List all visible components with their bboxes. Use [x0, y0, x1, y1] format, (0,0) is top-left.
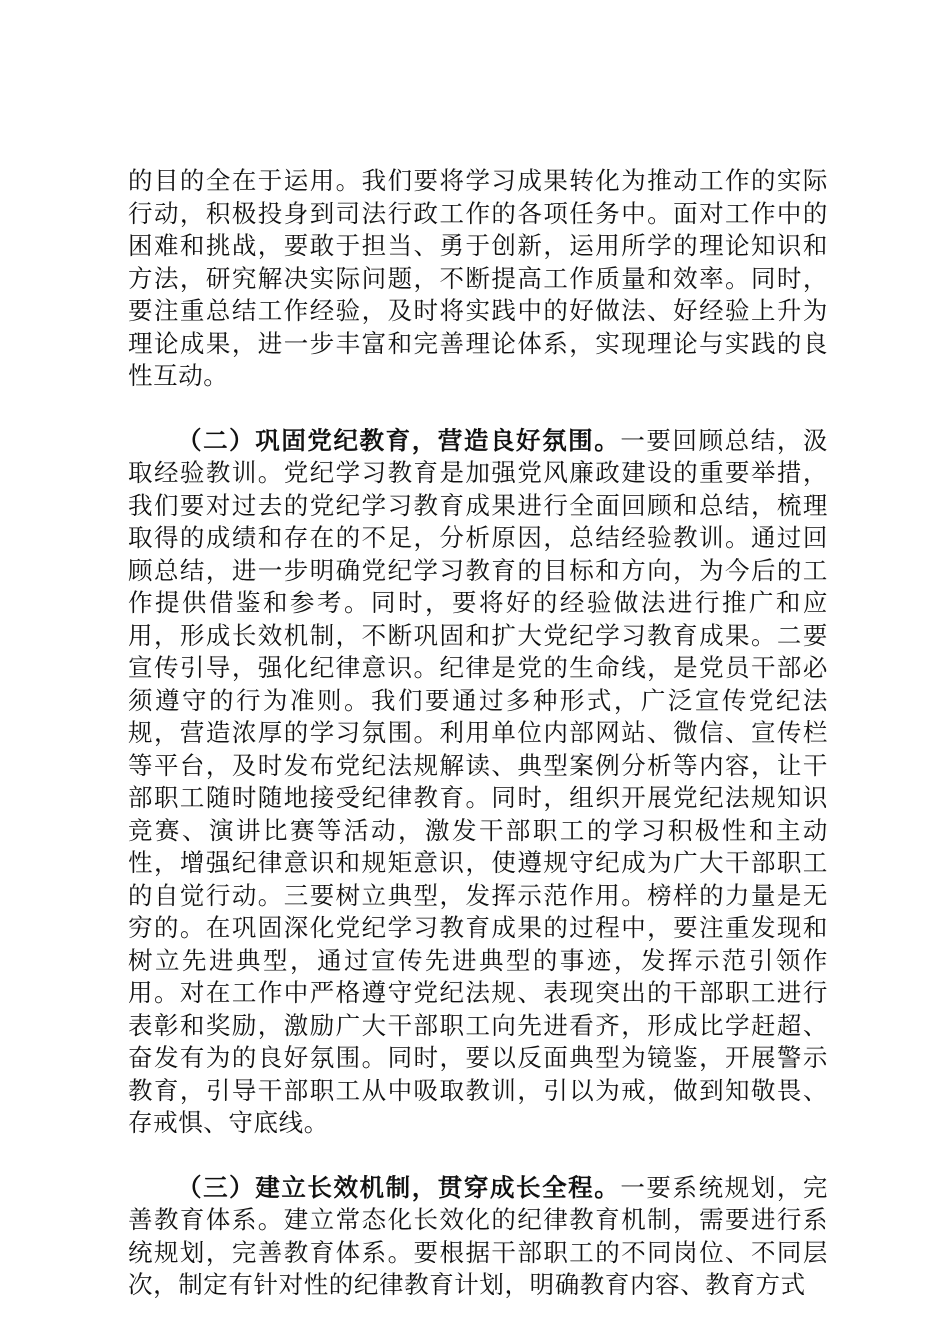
document-body	[128, 165, 828, 1302]
section-2-heading: （二）巩固党纪教育，营造良好氛围。	[177, 425, 621, 455]
section-3-body: 一要系统规划，完善教育体系。建立常态化长效化的纪律教育机制，需要进行系统规划，完善教育体系。要根据干部职工的不同岗位、不同层次，制定有针对性的纪律教育计划，明确教育内容、教育方式	[128, 1172, 828, 1299]
paragraph-1-text: 的目的全在于运用。我们要将学习成果转化为推动工作的实际行动，积极投身到司法行政工作的各项任务中。面对工作中的困难和挑战，要敢于担当、勇于创新，运用所学的理论知识和方法，研究解决实际问题，不断提高工作质量和效率。同时，要注重总结工作经验，及时将实践中的好做法、好经验上升为理论成果，进一步丰富和完善理论体系，实现理论与实践的良性互动。	[128, 166, 828, 390]
paragraph-spacer	[128, 1140, 828, 1172]
section-3-heading: （三）建立长效机制，贯穿成长全程。	[177, 1172, 621, 1202]
paragraph-continuation	[128, 165, 828, 393]
section-2-body: 一要回顾总结，汲取经验教训。党纪学习教育是加强党风廉政建设的重要举措，我们要对过去的党纪学习教育成果进行全面回顾和总结，梳理取得的成绩和存在的不足，分析原因，总结经验教训。通过回顾总结，进一步明确党纪学习教育的目标和方向，为今后的工作提供借鉴和参考。同时，要将好的经验做法进行推广和应用，形成长效机制，不断巩固和扩大党纪学习教育成果。二要宣传引导，强化纪律意识。纪律是党的生命线，是党员干部必须遵守的行为准则。我们要通过多种形式，广泛宣传党纪法规，营造浓厚的学习氛围。利用单位内部网站、微信、宣传栏等平台，及时发布党纪法规解读、典型案例分析等内容，让干部职工随时随地接受纪律教育。同时，组织开展党纪法规知识竞赛、演讲比赛等活动，激发干部职工的学习积极性和主动性，增强纪律意识和规矩意识，使遵规守纪成为广大干部职工的自觉行动。三要树立典型，发挥示范作用。榜样的力量是无穷的。在巩固深化党纪学习教育成果的过程中，要注重发现和树立先进典型，通过宣传先进典型的事迹，发挥示范引领作用。对在工作中严格遵守党纪法规、表现突出的干部职工进行表彰和奖励，激励广大干部职工向先进看齐，形成比学赶超、奋发有为的良好氛围。同时，要以反面典型为镜鉴，开展警示教育，引导干部职工从中吸取教训，引以为戒，做到知敬畏、存戒惧、守底线。	[128, 425, 828, 1137]
paragraph-spacer	[128, 393, 828, 425]
section-2-paragraph	[128, 425, 828, 1140]
section-3-paragraph	[128, 1172, 828, 1302]
